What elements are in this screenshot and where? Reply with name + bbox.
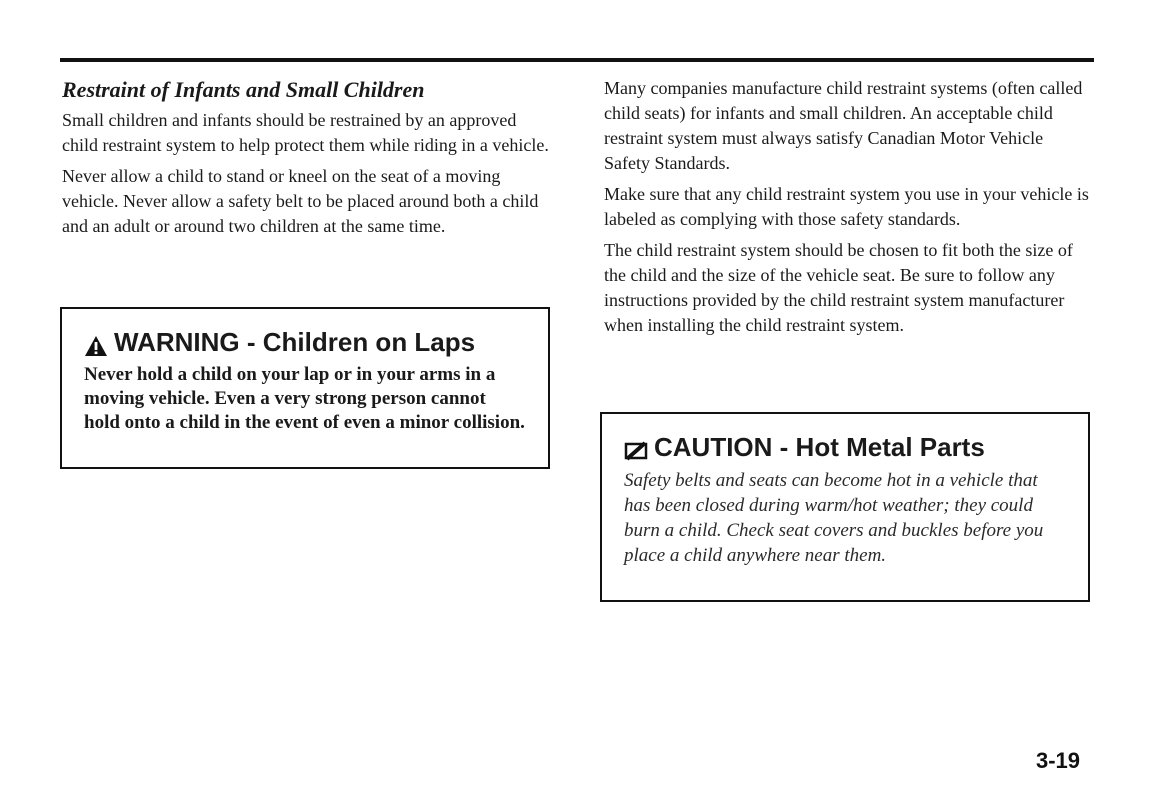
caution-box — [600, 412, 1090, 602]
paragraph-make-sure: Make sure that any child restraint system you use in your vehicle is labeled as complying with those safety standards. — [604, 184, 1089, 229]
paragraph-companies: Many companies manufacture child restraint systems (often called child seats) for infants and small children. An acceptable child restraint system must always satisfy Canadian Motor Vehicle Safety Standards. — [604, 78, 1083, 173]
page-number: 3-19 — [1036, 748, 1081, 773]
caution-slash-icon — [624, 436, 648, 458]
warning-title: WARNING - Children on Laps — [114, 327, 476, 357]
section-heading: Restraint of Infants and Small Children — [62, 77, 425, 102]
caution-title: CAUTION - Hot Metal Parts — [654, 432, 985, 462]
right-column — [604, 76, 1092, 344]
paragraph-never-allow: Never allow a child to stand or kneel on the seat of a moving vehicle. Never allow a safety belt to be placed around both a child and an adult or around two children at the same time. — [62, 166, 539, 236]
warning-box — [60, 307, 550, 469]
paragraph-fit-size: The child restraint system should be chosen to fit both the size of the child and the size of the vehicle seat. Be sure to follow any instructions provided by the child restraint system manufacturer when installing the child restraint system. — [604, 240, 1073, 335]
top-rule — [60, 58, 1094, 62]
warning-title-row — [84, 325, 526, 359]
warning-triangle-icon — [84, 331, 108, 353]
warning-body: Never hold a child on your lap or in your arms in a moving vehicle. Even a very strong person cannot hold onto a child in the event of even a minor collision. — [84, 364, 525, 433]
caution-body: Safety belts and seats can become hot in a vehicle that has been closed during warm/hot weather; they could burn a child. Check seat covers and buckles before you place a child anywhere near them. — [624, 470, 1044, 566]
caution-title-row — [624, 430, 1066, 464]
left-column — [62, 76, 550, 245]
paragraph-infants-restrained: Small children and infants should be restrained by an approved child restraint system to help protect them while riding in a vehicle. — [62, 110, 549, 155]
